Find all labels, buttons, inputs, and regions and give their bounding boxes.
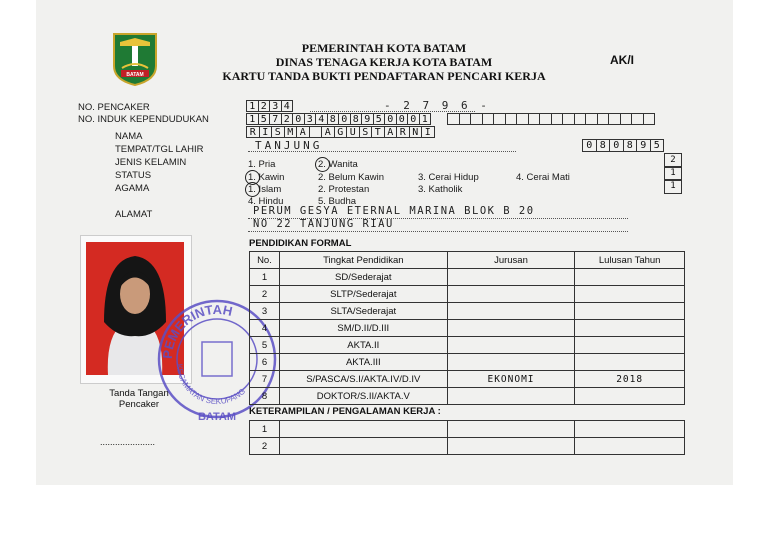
code-box-jenis-kelamin: 2: [664, 153, 682, 168]
nik-digit-box: 2: [281, 113, 294, 125]
nama-letter-box: I: [421, 126, 435, 138]
nama-letter-box: S: [271, 126, 285, 138]
pendidikan-cell-no: 4: [250, 320, 280, 337]
stamp-text-city: BATAM: [197, 411, 237, 423]
selected-circle-islam: [245, 182, 260, 197]
pencaker-dotline: [310, 111, 475, 112]
pendidikan-row: [250, 388, 685, 405]
header-jurusan: Jurusan: [447, 252, 575, 269]
keterampilan-title: KETERAMPILAN / PENGALAMAN KERJA :: [249, 406, 441, 417]
pendidikan-cell-jurusan: [447, 388, 575, 405]
pendidikan-cell-no: 5: [250, 337, 280, 354]
pendidikan-title: PENDIDIKAN FORMAL: [249, 238, 352, 249]
label-agama: AGAMA: [115, 183, 150, 194]
header-line-1: PEMERINTAH KOTA BATAM: [301, 41, 467, 55]
tgl-digit-box: 8: [596, 139, 611, 152]
pencaker-digit-box: 4: [281, 100, 294, 112]
pencaker-extra-value: - 2 7 9 6 -: [384, 99, 490, 112]
pendidikan-cell-jurusan: [447, 337, 575, 354]
nama-letter-box: [309, 126, 323, 138]
option-pria: 1. Pria: [248, 159, 276, 170]
nama-letter-box: T: [371, 126, 385, 138]
pendidikan-cell-tingkat: SM/D.II/D.III: [279, 320, 447, 337]
keterampilan-cell: [279, 438, 447, 455]
pendidikan-cell-no: 2: [250, 286, 280, 303]
label-ttl: TEMPAT/TGL LAHIR: [115, 144, 204, 155]
pendidikan-cell-tahun: [575, 269, 685, 286]
header-no: No.: [250, 252, 280, 269]
pendidikan-cell-jurusan: [447, 354, 575, 371]
label-status: STATUS: [115, 170, 152, 181]
nik-digit-box: 1: [246, 113, 259, 125]
option-kawin: 1. Kawin: [248, 172, 285, 183]
pendidikan-cell-tahun: [575, 388, 685, 405]
pendidikan-cell-no: 3: [250, 303, 280, 320]
tgl-digit-box: 0: [582, 139, 597, 152]
alamat-dotline-2: [248, 231, 628, 232]
header-tingkat: Tingkat Pendidikan: [279, 252, 447, 269]
keterampilan-cell: [575, 438, 685, 455]
option-budha: 5. Budha: [318, 196, 357, 207]
pendidikan-cell-tingkat: SLTA/Sederajat: [279, 303, 447, 320]
pendidikan-cell-no: 8: [250, 388, 280, 405]
nama-letter-box: N: [409, 126, 423, 138]
tgl-digit-box: 5: [650, 139, 665, 152]
pendidikan-cell-tingkat: AKTA.II: [279, 337, 447, 354]
nama-letter-box: S: [359, 126, 373, 138]
label-jenis-kelamin: JENIS KELAMIN: [115, 157, 187, 168]
tempat-dotline: [248, 151, 516, 152]
pendidikan-cell-tahun: [575, 286, 685, 303]
label-no-pencaker: NO. PENCAKER: [78, 102, 150, 113]
nik-empty-boxes: [448, 113, 655, 125]
nik-digit-box: 9: [361, 113, 374, 125]
nik-digit-box: 5: [258, 113, 271, 125]
option-belum-kawin: 2. Belum Kawin: [318, 172, 385, 183]
tgl-digit-box: 9: [636, 139, 651, 152]
pendidikan-cell-tingkat: AKTA.III: [279, 354, 447, 371]
pendidikan-row: [250, 354, 685, 371]
nik-digit-box: 4: [315, 113, 328, 125]
tgl-digit-box: 8: [623, 139, 638, 152]
keterampilan-cell: [447, 421, 575, 438]
header-line-2: DINAS TENAGA KERJA KOTA BATAM: [275, 55, 493, 69]
option-cerai-mati: 4. Cerai Mati: [516, 172, 570, 183]
nik-digit-box: 3: [304, 113, 317, 125]
option-protestan: 2. Protestan: [318, 184, 370, 195]
alamat-line-1: PERUM GESYA ETERNAL MARINA BLOK B 20: [253, 205, 535, 217]
nik-digit-box: 0: [407, 113, 420, 125]
logo-text: BATAM: [126, 72, 144, 78]
pendidikan-cell-jurusan: [447, 303, 575, 320]
pendidikan-cell-jurusan: [447, 286, 575, 303]
nik-digit-box: 0: [384, 113, 397, 125]
nik-empty-box: [643, 113, 656, 125]
label-nik: NO. INDUK KEPENDUDUKAN: [78, 114, 209, 125]
pendidikan-cell-tahun: [575, 303, 685, 320]
option-hindu: 4. Hindu: [248, 196, 284, 207]
pendidikan-header-row: [250, 252, 685, 269]
nik-digit-box: 8: [327, 113, 340, 125]
pendidikan-cell-no: 7: [250, 371, 280, 388]
pendidikan-cell-tingkat: S/PASCA/S.I/AKTA.IV/D.IV: [279, 371, 447, 388]
pendidikan-row: [250, 371, 685, 388]
header-line-3: KARTU TANDA BUKTI PENDAFTARAN PENCARI KERJA: [222, 69, 546, 83]
pendidikan-cell-no: 1: [250, 269, 280, 286]
pendidikan-row: [250, 269, 685, 286]
header-tahun: Lulusan Tahun: [575, 252, 685, 269]
pendidikan-cell-tingkat: DOKTOR/S.II/AKTA.V: [279, 388, 447, 405]
keterampilan-row: [250, 421, 685, 438]
label-alamat: ALAMAT: [115, 209, 153, 220]
nama-letter-box: A: [321, 126, 335, 138]
keterampilan-cell: [575, 421, 685, 438]
pendidikan-cell-no: 6: [250, 354, 280, 371]
pendidikan-row: [250, 303, 685, 320]
signature-label: Tanda Tangan Pencaker: [109, 388, 169, 410]
pendidikan-cell-jurusan: [447, 269, 575, 286]
keterampilan-row: [250, 438, 685, 455]
code-box-agama: 1: [664, 179, 682, 194]
nik-digit-box: 8: [350, 113, 363, 125]
pendidikan-row: [250, 286, 685, 303]
option-katholik: 3. Katholik: [418, 184, 463, 195]
pendidikan-row: [250, 337, 685, 354]
tgl-digit-box: 0: [609, 139, 624, 152]
nik-digit-box: 0: [292, 113, 305, 125]
pendidikan-cell-tahun: [575, 320, 685, 337]
nama-letter-box: R: [396, 126, 410, 138]
option-wanita: 2. Wanita: [318, 159, 358, 170]
nama-letter-box: I: [259, 126, 273, 138]
keterampilan-cell: [279, 421, 447, 438]
nik-digit-box: 5: [373, 113, 386, 125]
pencaker-digit-box: 2: [258, 100, 271, 112]
signature-line: ......................: [100, 437, 156, 447]
keterampilan-cell: 2: [250, 438, 280, 455]
nik-digit-box: 0: [396, 113, 409, 125]
tgl-lahir-boxes: [583, 139, 664, 152]
pendidikan-cell-tahun: [575, 337, 685, 354]
code-box-status: 1: [664, 166, 682, 181]
option-islam: 1. Islam: [248, 184, 282, 195]
pencaker-digit-box: 3: [269, 100, 282, 112]
nik-digit-box: 1: [419, 113, 432, 125]
stamp-text-bottom: KECAMATAN SEKUPANG: [174, 363, 248, 407]
nik-digit-box: 7: [269, 113, 282, 125]
stamp-text-top: PEMERINTAH: [159, 301, 234, 360]
nama-letter-box: G: [334, 126, 348, 138]
pendidikan-cell-tahun: 2018: [575, 371, 685, 388]
pendidikan-cell-tingkat: SLTP/Sederajat: [279, 286, 447, 303]
pencaker-digit-box: 1: [246, 100, 259, 112]
pendidikan-row: [250, 320, 685, 337]
label-nama: NAMA: [115, 131, 143, 142]
pendidikan-cell-jurusan: [447, 320, 575, 337]
nama-boxes: [247, 126, 435, 138]
keterampilan-table: [249, 420, 685, 455]
option-cerai-hidup: 3. Cerai Hidup: [418, 172, 479, 183]
selected-circle-wanita: [315, 157, 330, 172]
pendidikan-table: [249, 251, 685, 405]
svg-text:PEMERINTAH: [160, 302, 234, 359]
nama-letter-box: A: [296, 126, 310, 138]
nama-letter-box: U: [346, 126, 360, 138]
svg-text:KECAMATAN SEKUPANG: [175, 363, 247, 406]
nik-digit-box: 0: [338, 113, 351, 125]
nama-letter-box: M: [284, 126, 298, 138]
pendidikan-cell-tingkat: SD/Sederajat: [279, 269, 447, 286]
nama-letter-box: A: [384, 126, 398, 138]
tempat-lahir-value: TANJUNG: [255, 139, 323, 152]
nik-boxes: [247, 113, 431, 125]
keterampilan-cell: 1: [250, 421, 280, 438]
keterampilan-cell: [447, 438, 575, 455]
pendidikan-cell-tahun: [575, 354, 685, 371]
pendidikan-cell-jurusan: EKONOMI: [447, 371, 575, 388]
alamat-line-2: NO 22 TANJUNG RIAU: [253, 218, 394, 230]
nama-letter-box: R: [246, 126, 260, 138]
form-code: AK/I: [610, 53, 634, 67]
pencaker-number-boxes: [247, 100, 293, 112]
